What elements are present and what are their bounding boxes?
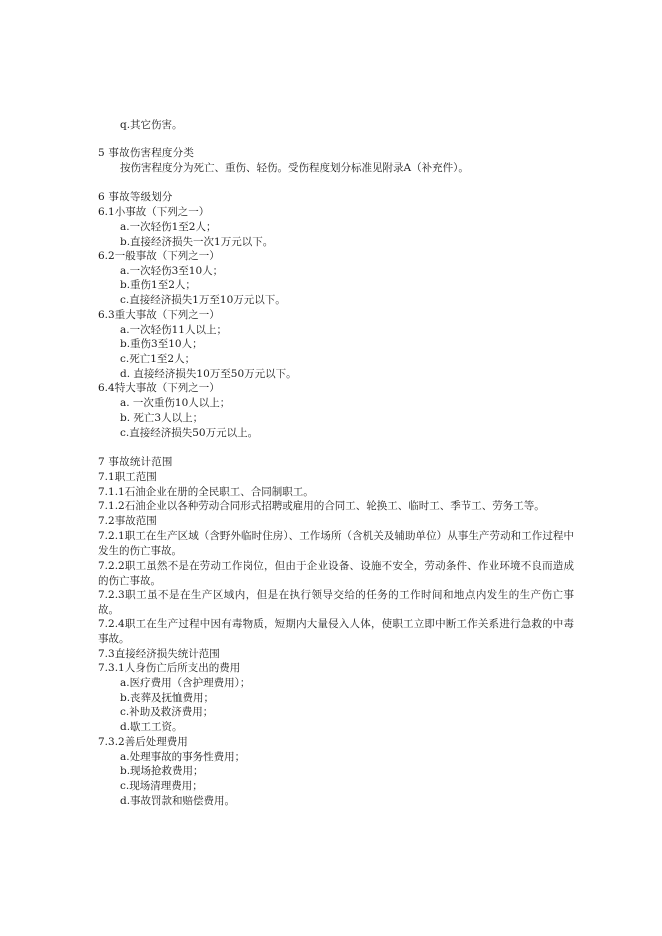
list-item: b. 死亡3人以上；	[120, 412, 204, 424]
section-6-heading: 6 事故等级划分	[98, 191, 173, 203]
section-7-2-heading: 7.2事故范围	[98, 515, 157, 527]
list-item: c.直接经济损失1万至10万元以下。	[120, 294, 286, 306]
list-item: a.一次轻伤1至2人；	[120, 221, 217, 233]
section-5-body: 按伤害程度分为死亡、重伤、轻伤。受伤程度划分标准见附录A（补充件）。	[120, 162, 469, 174]
list-item: d. 直接经济损失10万至50万元以下。	[120, 368, 297, 380]
list-item: a. 一次重伤10人以上；	[120, 397, 231, 409]
list-item: c.直接经济损失50万元以上。	[120, 427, 259, 439]
section-7-3-heading: 7.3直接经济损失统计范围	[98, 648, 220, 660]
clause-7-2-1: 7.2.1职工在生产区域（含野外临时住房）、工作场所（含机关及辅助单位）从事生产劳动和工作过程中发生的伤亡事故。	[98, 530, 574, 557]
list-item: a.处理事故的事务性费用；	[120, 751, 246, 763]
list-item: a.一次轻伤11人以上；	[120, 324, 227, 336]
list-item: d.事故罚款和赔偿费用。	[120, 795, 236, 807]
list-item: b.重伤1至2人；	[120, 279, 196, 291]
item-q-other: q.其它伤害。	[120, 119, 183, 131]
list-item: b.直接经济损失一次1万元以下。	[120, 236, 274, 248]
clause-7-1-2: 7.1.2石油企业以各种劳动合同形式招聘或雇用的合同工、轮换工、临时工、季节工、劳务工等。	[98, 500, 545, 512]
list-item: c.补助及救济费用；	[120, 706, 214, 718]
clause-7-3-2: 7.3.2善后处理费用	[98, 736, 188, 748]
section-6-2-heading: 6.2一般事故（下列之一）	[98, 250, 220, 262]
list-item: a.医疗费用（含护理费用）；	[120, 677, 251, 689]
list-item: a.一次轻伤3至10人；	[120, 265, 224, 277]
clause-7-2-2: 7.2.2职工虽然不是在劳动工作岗位，但由于企业设备、设施不安全，劳动条件、作业环境不良而造成的伤亡事故。	[98, 560, 574, 587]
list-item: c.现场清理费用；	[120, 780, 203, 792]
section-7-1-heading: 7.1职工范围	[98, 471, 157, 483]
list-item: b.丧葬及抚恤费用；	[120, 692, 215, 704]
section-6-4-heading: 6.4特大事故（下列之一）	[98, 382, 220, 394]
clause-7-3-1: 7.3.1人身伤亡后所支出的费用	[98, 662, 241, 674]
list-item: c.死亡1至2人；	[120, 353, 196, 365]
section-7-heading: 7 事故统计范围	[98, 456, 173, 468]
list-item: d.歇工工资。	[120, 721, 183, 733]
list-item: b.现场抢救费用；	[120, 765, 204, 777]
clause-7-2-4: 7.2.4职工在生产过程中因有毒物质，短期内大量侵入人体，使职工立即中断工作关系进行急救的中毒事故。	[98, 618, 574, 645]
section-6-1-heading: 6.1小事故（下列之一）	[98, 206, 210, 218]
clause-7-2-3: 7.2.3职工虽不是在生产区域内，但是在执行领导交给的任务的工作时间和地点内发生的生产伤亡事故。	[98, 589, 574, 616]
section-6-3-heading: 6.3重大事故（下列之一）	[98, 309, 220, 321]
clause-7-1-1: 7.1.1石油企业在册的全民职工、合同制职工。	[98, 486, 314, 498]
list-item: b.重伤3至10人；	[120, 338, 203, 350]
section-5-heading: 5 事故伤害程度分类	[98, 147, 195, 159]
